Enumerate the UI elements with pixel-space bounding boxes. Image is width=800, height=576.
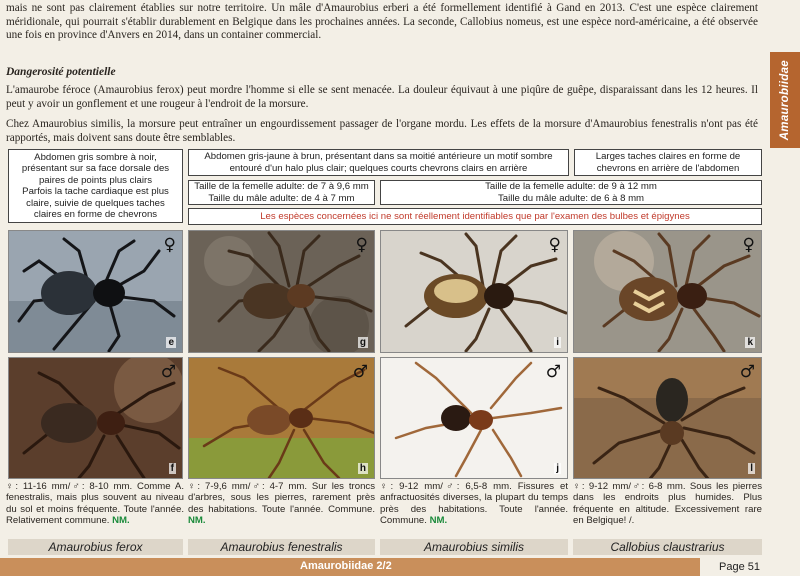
page-footer: [0, 558, 800, 576]
abdomen-callobius-box: Larges taches claires en forme de chevrons en arrière de l'abdomen: [574, 149, 762, 176]
photo-fenestralis-female: [188, 230, 375, 353]
description-callobius: [573, 481, 762, 526]
photo-similis-male: [380, 357, 568, 479]
photo-letter: h: [359, 463, 366, 474]
description-fenestralis: [188, 481, 375, 526]
photo-callobius-male: [573, 357, 762, 479]
description-text: ♀: 7-9,6 mm/♂: 4-7 mm. Sur les troncs d'arbres, sous les pierres, rarement près des habitations. Toute l'année. Commune.: [188, 481, 375, 515]
photo-letter: j: [556, 463, 559, 474]
species-name-callobius: Callobius claustrarius: [573, 539, 762, 555]
photo-ferox-female: [8, 230, 183, 353]
description-similis: [380, 481, 568, 526]
male-symbol: ♂: [739, 362, 755, 382]
male-symbol: ♂: [545, 362, 561, 382]
size-fenestralis-box: Taille de la femelle adulte: de 7 à 9,6 mm Taille du mâle adulte: de 4 à 7 mm: [188, 180, 375, 205]
photo-letter: i: [556, 337, 559, 348]
identification-note-box: Les espèces concernées ici ne sont réellement identifiables que par l'examen des bulbes et épigynes: [188, 208, 762, 225]
description-text: ♀: 11-16 mm/♂: 8-10 mm. Comme A. fenestralis, mais plus souvent au niveau du sol et moins fréquente. Toute l'année. Relativement commune.: [6, 481, 184, 526]
nm-tag: NM.: [112, 514, 130, 526]
danger-heading: Dangerosité potentielle: [6, 66, 116, 78]
species-name-ferox: Amaurobius ferox: [8, 539, 183, 555]
female-symbol: ♀: [548, 235, 561, 255]
nm-tag: NM.: [429, 514, 448, 526]
male-symbol: ♂: [352, 362, 368, 382]
female-symbol: ♀: [742, 235, 755, 255]
footer-title: Amaurobiidae 2/2: [300, 560, 392, 572]
description-text: ♀: 9-12 mm/♂: 6,5-8 mm. Fissures et anfractuosités diverses, la plupart du temps près des habitations. Toute l'année. Commune.: [380, 481, 568, 526]
photo-letter: f: [170, 463, 174, 474]
nm-tag: NM.: [188, 514, 206, 526]
species-name-fenestralis: Amaurobius fenestralis: [188, 539, 375, 555]
photo-letter: e: [168, 337, 174, 348]
abdomen-fenestralis-similis-box: Abdomen gris-jaune à brun, présentant dans sa moitié antérieure un motif sombre entouré d'un halo plus clair; quelques courts chevrons clairs en arrière: [188, 149, 569, 176]
danger-paragraph-1: L'amaurobe féroce (Amaurobius ferox) peut mordre l'homme si elle se sent menacée. La douleur équivaut à une piqûre de guêpe, disparaissant dans les 12 heures. Il peut y avoir un gonflement et une rougeur à l'endroit de la morsure.: [6, 84, 758, 110]
photo-letter: l: [750, 463, 753, 474]
photo-callobius-female: [573, 230, 762, 353]
photo-ferox-male: [8, 357, 183, 479]
family-side-tab-label: Amaurobiidae: [779, 59, 791, 141]
danger-paragraph-2: Chez Amaurobius similis, la morsure peut entraîner un engourdissement passager de l'organe mordu. Les effets de la morsure d'Amaurobius fenestralis n'ont pas été rapportés, mais doivent sans doute être semblables.: [6, 118, 758, 144]
intro-paragraph: mais ne sont pas clairement établies sur notre territoire. Un mâle d'Amaurobius erberi a été formellement identifié à Gand en 2013. C'est une espèce clairement méridionale, qui pourrait s'établir durablement en Belgique dans les prochaines années. La seconde, Callobius nomeus, est une espèce nord-américaine, a été observée une fois en province d'Anvers en 2014, dans un container commercial.: [6, 2, 758, 42]
photo-letter: g: [359, 337, 366, 348]
size-similis-callobius-box: Taille de la femelle adulte: de 9 à 12 mm Taille du mâle adulte: de 6 à 8 mm: [380, 180, 762, 205]
female-symbol: ♀: [355, 235, 368, 255]
species-name-similis: Amaurobius similis: [380, 539, 568, 555]
photo-letter: k: [747, 337, 753, 348]
family-side-tab: [770, 52, 800, 148]
photo-fenestralis-male: [188, 357, 375, 479]
description-ferox: [6, 481, 184, 526]
description-text: ♀: 9-12 mm/♂: 6-8 mm. Sous les pierres dans les endroits plus humides. Plus fréquente en altitude. Excessivement rare en Belgique! /.: [573, 481, 762, 526]
female-symbol: ♀: [163, 235, 176, 255]
page-number: Page 51: [719, 561, 760, 573]
abdomen-ferox-box: Abdomen gris sombre à noir, présentant sur sa face dorsale des paires de points plus clairs Parfois la tache cardiaque est plus claire, suivie de quelques taches claires en forme de chevrons: [8, 149, 183, 223]
photo-similis-female: [380, 230, 568, 353]
male-symbol: ♂: [160, 362, 176, 382]
